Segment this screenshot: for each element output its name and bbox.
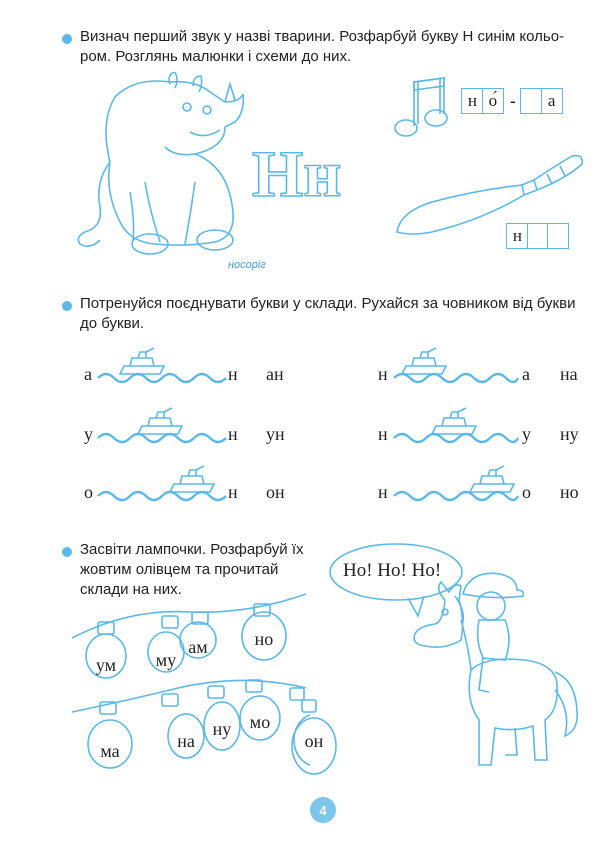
instruction-3-line-2: жовтим олівцем та прочитай <box>80 561 279 578</box>
instruction-3-line-3: склади на них. <box>80 581 182 598</box>
syllable: но <box>560 482 579 502</box>
bulb-syllable[interactable]: на <box>177 731 195 751</box>
end-letter: н <box>228 482 238 502</box>
instruction-2-line-1: Потренуйся поєднувати букви у склади. Рухайся за човником від букви <box>80 295 576 312</box>
page-number: 4 <box>319 802 327 818</box>
svg-text:Нн: Нн <box>252 140 342 202</box>
bullet <box>62 301 72 311</box>
instruction-1-line-1: Визнач перший звук у назві тварини. Розфарбуй букву Н синім кольо- <box>80 28 565 45</box>
bulb-syllable[interactable]: ну <box>212 719 232 739</box>
start-letter: н <box>378 482 388 502</box>
scheme-cell[interactable] <box>520 88 542 114</box>
syllable: он <box>266 482 285 502</box>
start-letter: у <box>84 424 93 444</box>
animal-label: носоріг <box>228 259 266 271</box>
start-letter: а <box>84 364 92 384</box>
scheme-cell[interactable] <box>547 223 569 249</box>
big-letters <box>250 140 370 202</box>
syllable: ну <box>560 424 579 444</box>
bulb-syllable[interactable]: но <box>254 629 274 649</box>
start-letter: н <box>378 364 388 384</box>
bulb-syllable[interactable]: ум <box>95 655 117 675</box>
music-note-icon <box>392 76 452 140</box>
boat-wave-track <box>96 464 228 506</box>
end-letter: н <box>228 364 238 384</box>
boat-wave-track <box>392 346 520 388</box>
bulb-syllable[interactable]: мо <box>249 712 271 732</box>
boy-on-horse-illustration <box>405 560 585 775</box>
bullet <box>62 34 72 44</box>
scheme-dash: - <box>509 90 516 111</box>
start-letter: н <box>378 424 388 444</box>
speech-text: Но! Но! Но! <box>343 560 442 581</box>
syllable: ан <box>266 364 284 384</box>
page-number-badge <box>310 797 336 823</box>
boat-wave-track <box>392 464 520 506</box>
sound-scheme-knife <box>508 223 569 249</box>
syllable: ун <box>266 424 285 444</box>
scheme-cell[interactable]: н <box>461 88 483 114</box>
bulb-syllable[interactable]: ма <box>100 741 120 761</box>
bulb-syllable[interactable]: он <box>304 731 324 751</box>
bulb-syllable[interactable]: ам <box>188 637 208 657</box>
end-letter: о <box>522 482 531 502</box>
rhino-illustration <box>75 72 255 262</box>
end-letter: у <box>522 424 531 444</box>
instruction-3-line-1: Засвіти лампочки. Розфарбуй їх <box>80 541 304 558</box>
boat-wave-track <box>392 406 520 448</box>
instruction-2-line-2: до букви. <box>80 315 145 332</box>
end-letter: а <box>522 364 530 384</box>
boat-wave-track <box>96 406 228 448</box>
end-letter: н <box>228 424 238 444</box>
scheme-cell[interactable] <box>527 223 549 249</box>
sound-scheme-note <box>463 88 563 114</box>
syllable: на <box>560 364 578 384</box>
bulb-syllable[interactable]: му <box>155 650 177 670</box>
boat-wave-track <box>96 346 228 388</box>
instruction-1-line-2: ром. Розглянь малюнки і схеми до них. <box>80 48 352 65</box>
start-letter: о <box>84 482 93 502</box>
bullet <box>62 547 72 557</box>
scheme-cell[interactable]: а <box>541 88 563 114</box>
scheme-cell[interactable]: о́ <box>482 88 504 114</box>
scheme-cell[interactable]: н <box>506 223 528 249</box>
